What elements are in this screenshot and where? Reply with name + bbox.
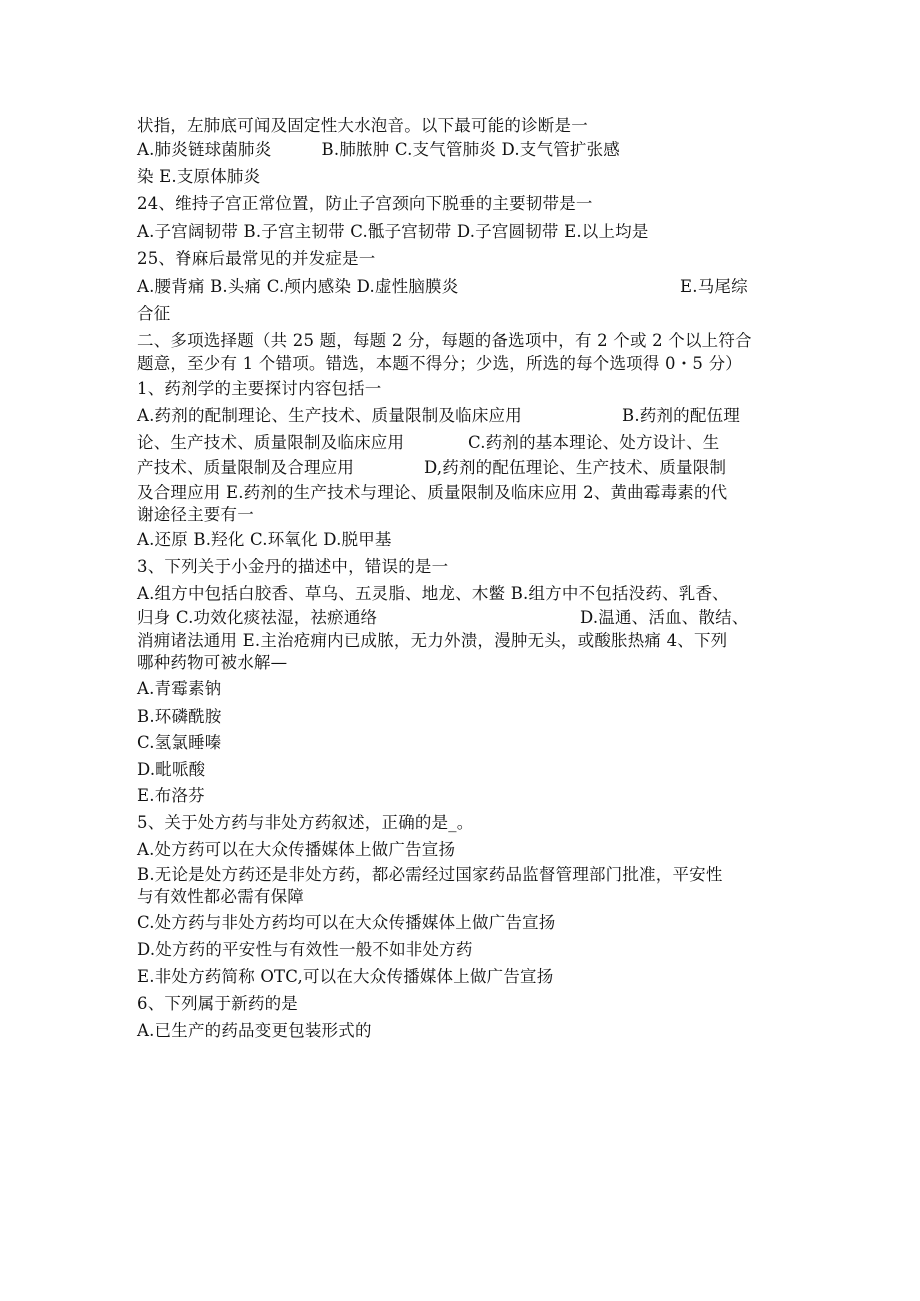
text-line: 3、下列关于小金丹的描述中，错误的是一 [137,557,449,576]
text-line: C.处方药与非处方药均可以在大众传播媒体上做广告宣扬 [137,913,556,932]
text-line: A.青霉素钠 [137,679,222,698]
text-segment: D.温通、活血、散结、 [580,608,749,627]
text-line: 与有效性都必需有保障 [137,887,304,906]
text-segment: E.马尾综 [680,277,748,296]
text-line: 及合理应用 E.药剂的生产技术与理论、质量限制及临床应用 2、黄曲霉毒素的代 [137,483,728,502]
text-line: 6、下列属于新药的是 [137,994,298,1013]
text-line: 合征 [137,304,171,323]
text-line: A.腰背痛 B.头痛 C.颅内感染 D.虚性脑膜炎 [137,277,459,296]
text-segment: C.药剂的基本理论、处方设计、生 [468,433,720,452]
text-line: A.已生产的药品变更包装形式的 [137,1021,372,1040]
text-line: 25、脊麻后最常见的并发症是一 [137,249,376,268]
text-line: 产技术、质量限制及合理应用 [137,458,355,477]
text-line: 二、多项选择题（共 25 题，每题 2 分，每题的备选项中，有 2 个或 2 个以上符合 [137,331,752,350]
text-line: 1、药剂学的主要探讨内容包括一 [137,379,382,398]
text-line: A.肺炎链球菌肺炎 B.肺脓肿 C.支气管肺炎 D.支气管扩张感 [137,140,620,159]
text-line: A.处方药可以在大众传播媒体上做广告宣扬 [137,840,456,859]
text-line: 谢途径主要有一 [137,505,254,524]
text-line: A.组方中包括白胶香、草乌、五灵脂、地龙、木鳖 B.组方中不包括没药、乳香、 [137,584,729,603]
text-line: E.非处方药简称 OTC,可以在大众传播媒体上做广告宣扬 [137,967,554,986]
text-segment: D,药剂的配伍理论、生产技术、质量限制 [424,458,727,477]
text-line: 哪种药物可被水解— [137,653,288,672]
text-line: 论、生产技术、质量限制及临床应用 [137,433,405,452]
text-line: A.子宫阔韧带 B.子宫主韧带 C.骶子宫韧带 D.子宫圆韧带 E.以上均是 [137,222,649,241]
text-line: B.环磷酰胺 [137,707,222,726]
text-line: A.还原 B.羟化 C.环氧化 D.脱甲基 [137,530,392,549]
text-segment: B.药剂的配伍理 [622,406,740,425]
text-line: 24、维持子宫正常位置，防止子宫颈向下脱垂的主要韧带是一 [137,194,593,213]
text-line: 状指，左肺底可闻及固定性大水泡音。以下最可能的诊断是一 [137,116,588,135]
text-line: 题意，至少有 1 个错项。错选，本题不得分；少选，所选的每个选项得 0・5 分） [137,354,742,373]
text-line: 消痈诸法通用 E.主治疮痈内已成脓，无力外溃，漫肿无头，或酸胀热痛 4、下列 [137,631,728,650]
text-line: D.毗哌酸 [137,760,206,779]
text-line: A.药剂的配制理论、生产技术、质量限制及临床应用 [137,406,522,425]
text-line: 归身 C.功效化痰祛湿，祛瘀通络 [137,608,378,627]
text-line: 染 E.支原体肺炎 [137,167,261,186]
text-line: E.布洛芬 [137,786,205,805]
text-line: B.无论是处方药还是非处方药，都必需经过国家药品监督管理部门批准，平安性 [137,865,723,884]
text-line: D.处方药的平安性与有效性一般不如非处方药 [137,940,473,959]
text-line: C.氢氯睡嗪 [137,733,222,752]
text-line: 5、关于处方药与非处方药叙述，正确的是_。 [137,813,474,832]
